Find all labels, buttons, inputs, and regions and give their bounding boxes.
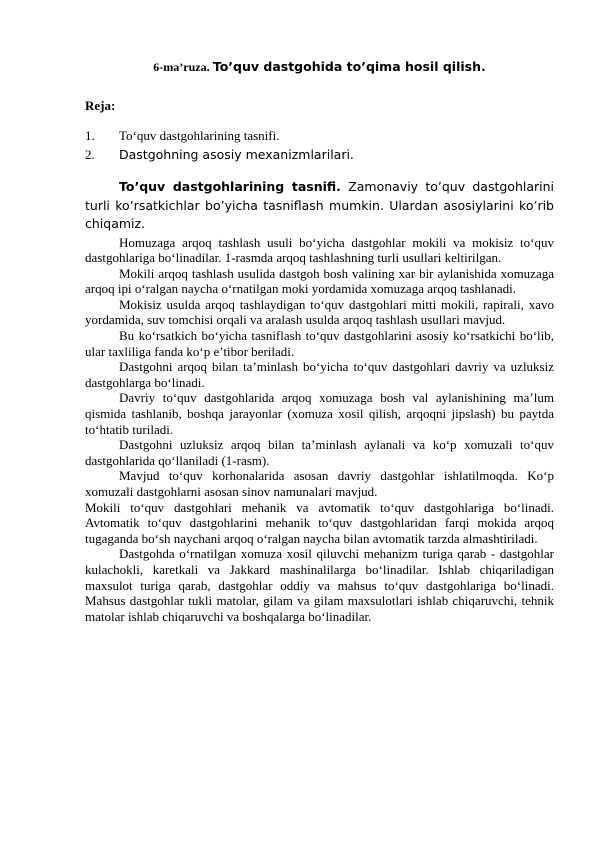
plan-heading: Reja: (85, 98, 116, 113)
intro-text: Zamonaviy to’quv dastgohlarini turli ko’rsatkichlar bo’yicha tasniflash mumkin. Ulardan asosiylarini ko’rib chiqamiz. (85, 179, 555, 231)
plan-item (85, 126, 554, 145)
plan-item (85, 145, 554, 164)
lecture-title: To’quv dastgohida to’qima hosil qilish. (212, 59, 486, 74)
lecture-number: 6-ma’ruza. (153, 60, 210, 74)
plan-item-number: 1. (85, 128, 95, 143)
body-paragraph: Dastgohni arqoq bilan ta’minlash bo‘yicha to‘quv dastgohlari davriy va uzluksiz dastgohlarga bo‘linadi. (85, 359, 554, 390)
plan-item-number: 2. (85, 147, 95, 162)
body-paragraph: Dastgohda o‘rnatilgan xomuza xosil qiluvchi mehanizm turiga qarab - dastgohlar kulachokli, karetkali va Jakkard mashinalilarga bo‘linadilar. Ishlab chiqariladigan maxsulot turiga qarab, dastgohlar oddiy va mahsus to‘quv dastgohlariga bo‘linadi. Mahsus dastgohlar tukli matolar, gilam va gilam maxsulotlari ishlab chiqaruvchi, tehnik matolar ishlab chiqaruvchi va boshqalarga bo‘linadilar. (85, 546, 554, 624)
body-paragraph: Homuzaga arqoq tashlash usuli bo‘yicha dastgohlar mokili va mokisiz to‘quv dastgohlariga bo‘linadilar. 1-rasmda arqoq tashlashning turli usullari keltirilgan. (85, 234, 554, 266)
plan-item-text: To‘quv dastgohlarining tasnifi. (119, 128, 280, 143)
intro-paragraph (85, 178, 554, 234)
lecture-title-line (85, 58, 554, 76)
section-heading: To’quv dastgohlarining tasnifi. (119, 179, 341, 194)
body-paragraph: Mavjud to‘quv korhonalarida asosan davriy dastgohlar ishlatilmoqda. Ko‘p xomuzali dastgohlarni asosan sinov namunalari mavjud. (85, 468, 554, 499)
body-paragraph: Mokili arqoq tashlash usulida dastgoh bosh valining xar bir aylanishida xomuzaga arqoq ipi o‘ralgan naycha o‘rnatilgan moki yordamida xomuzaga arqoq tashlanadi. (85, 265, 554, 297)
plan-item-text: Dastgohning asosiy mexanizmlarilari. (119, 147, 354, 162)
body-paragraph: Mokili to‘quv dastgohlari mehanik va avtomatik to‘quv dastgohlariga bo‘linadi. Avtomatik to‘quv dastgohlarini mehanik to‘quv dastgohlaridan farqi mokida arqoq tugaganda bo‘sh naychani arqoq o‘ralgan naycha bilan avtomatik tarzda almashtiriladi. (85, 499, 554, 546)
body-paragraph: Davriy to‘quv dastgohlarida arqoq xomuzaga bosh val aylanishining ma’lum qismida tashlanib, boshqa jarayonlar (xomuza xosil qilish, arqoqni jipslash) bu paytda to‘htatib turiladi. (85, 390, 554, 437)
body-paragraph: Dastgohni uzluksiz arqoq bilan ta’minlash aylanali va ko‘p xomuzali to‘quv dastgohlarida qo‘llaniladi (1-rasm). (85, 437, 554, 468)
document-page (85, 58, 554, 624)
body-paragraph: Mokisiz usulda arqoq tashlaydigan to‘quv dastgohlari mitti mokili, rapirali, xavo yordamida, suv tomchisi orqali va aralash usulda arqoq tashlash usullari mavjud. (85, 296, 554, 328)
plan-list (85, 126, 554, 164)
body-paragraph: Bu ko‘rsatkich bo‘yicha tasniflash to‘quv dastgohlarini asosiy ko‘rsatkichi bo‘lib, ular taxliliga fanda ko‘p e’tibor beriladi. (85, 328, 554, 359)
